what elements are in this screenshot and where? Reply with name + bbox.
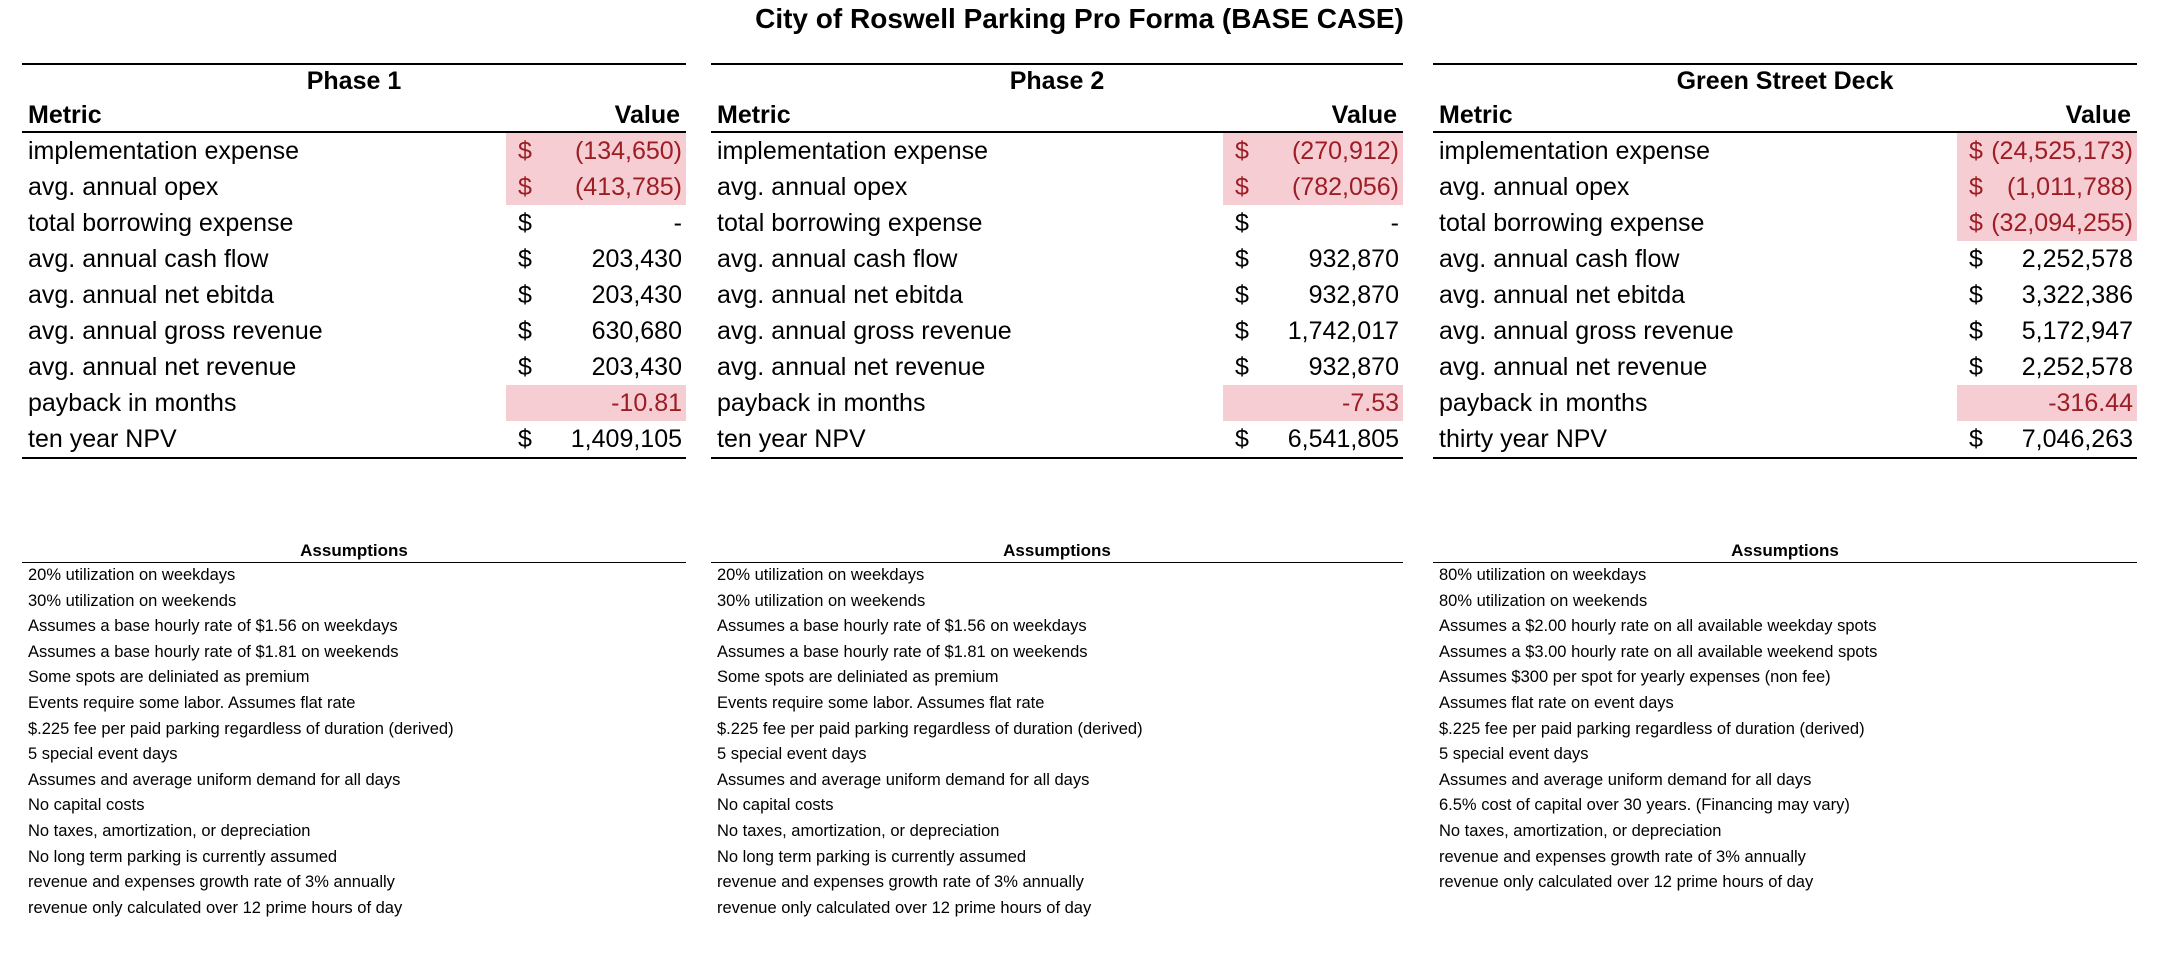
assumption-item: $.225 fee per paid parking regardless of duration (derived) — [717, 719, 1143, 738]
metric-label: ten year NPV — [28, 425, 177, 453]
assumption-item: 5 special event days — [717, 745, 867, 764]
assumption-item: Assumes a $2.00 hourly rate on all available weekday spots — [1439, 617, 1877, 636]
page-title: City of Roswell Parking Pro Forma (BASE CASE) — [755, 3, 1404, 34]
value-cell — [1957, 241, 2137, 277]
currency-symbol: $ — [1235, 425, 1249, 453]
assumptions-header: Assumptions — [711, 540, 1403, 563]
currency-symbol: $ — [518, 209, 532, 237]
metric-label: avg. annual gross revenue — [717, 317, 1012, 345]
assumption-item: revenue only calculated over 12 prime hours of day — [28, 898, 403, 917]
assumption-item: 20% utilization on weekdays — [28, 566, 236, 584]
value-cell — [1223, 421, 1403, 457]
metric-value: 203,430 — [591, 281, 682, 309]
table-row — [711, 385, 1403, 421]
assumption-item: 30% utilization on weekends — [717, 591, 926, 610]
assumption-item: $.225 fee per paid parking regardless of duration (derived) — [1439, 719, 1865, 738]
assumption-item: No long term parking is currently assumed — [717, 847, 1027, 866]
metric-value: 932,870 — [1308, 281, 1399, 309]
metric-value: 203,430 — [591, 245, 682, 273]
assumptions-list — [22, 563, 686, 921]
value-cell — [1223, 349, 1403, 385]
metric-value: (1,011,788) — [2006, 173, 2133, 201]
value-cell — [1957, 169, 2137, 205]
metric-column-header: Metric — [1439, 101, 1513, 129]
value-cell — [1957, 277, 2137, 313]
assumption-item: 5 special event days — [1439, 745, 1589, 764]
currency-symbol: $ — [1969, 353, 1983, 381]
metric-value: (413,785) — [574, 173, 682, 201]
metric-label: avg. annual opex — [28, 173, 219, 201]
currency-symbol — [506, 385, 546, 421]
currency-symbol: $ — [518, 173, 532, 201]
assumption-item: revenue and expenses growth rate of 3% annually — [1439, 847, 1806, 866]
assumption-item: No capital costs — [717, 796, 834, 815]
value-cell — [506, 349, 686, 385]
table-row — [22, 277, 686, 313]
metric-value: -10.81 — [611, 389, 682, 417]
assumption-item: Assumes a $3.00 hourly rate on all available weekend spots — [1439, 642, 1878, 661]
table-row — [22, 385, 686, 421]
green-street-deck-table — [1433, 63, 2137, 459]
value-cell — [1957, 313, 2137, 349]
metric-value: 2,252,578 — [2021, 353, 2133, 381]
currency-symbol: $ — [518, 425, 532, 453]
currency-symbol: $ — [1969, 137, 1983, 165]
metric-value: 1,742,017 — [1287, 317, 1399, 345]
table-row — [1433, 385, 2137, 421]
metric-column-header: Metric — [28, 101, 102, 129]
assumption-item: revenue only calculated over 12 prime hours of day — [1439, 873, 1814, 892]
assumption-item: No taxes, amortization, or depreciation — [717, 821, 1000, 840]
currency-symbol: $ — [1235, 245, 1249, 273]
metric-label: thirty year NPV — [1439, 425, 1608, 453]
table-row — [711, 421, 1403, 459]
metric-label: payback in months — [1439, 389, 1648, 417]
assumption-item: Assumes flat rate on event days — [1439, 693, 1674, 712]
table-row — [711, 169, 1403, 205]
metric-label: avg. annual cash flow — [28, 245, 269, 273]
currency-symbol: $ — [518, 317, 532, 345]
table-row — [22, 205, 686, 241]
value-column-header: Value — [1331, 101, 1397, 129]
currency-symbol: $ — [1235, 209, 1249, 237]
metric-label: avg. annual net revenue — [28, 353, 297, 381]
assumption-item: 6.5% cost of capital over 30 years. (Financing may vary) — [1439, 796, 1850, 815]
metric-value: - — [673, 209, 682, 237]
currency-symbol — [1957, 385, 1997, 421]
table-header-row — [711, 98, 1403, 133]
value-cell — [1957, 385, 2137, 421]
phase-1-table — [22, 63, 686, 459]
currency-symbol: $ — [1969, 209, 1983, 237]
metric-value: -316.44 — [2048, 389, 2133, 417]
currency-symbol: $ — [518, 353, 532, 381]
value-cell — [1957, 421, 2137, 457]
table-row — [711, 277, 1403, 313]
table-row — [1433, 313, 2137, 349]
table-row — [1433, 349, 2137, 385]
metric-value: 932,870 — [1308, 353, 1399, 381]
value-cell — [1223, 313, 1403, 349]
currency-symbol: $ — [1235, 173, 1249, 201]
table-row — [1433, 205, 2137, 241]
metric-label: avg. annual gross revenue — [28, 317, 323, 345]
phase-1-assumptions — [22, 540, 686, 921]
value-cell — [506, 385, 686, 421]
assumption-item: Assumes $300 per spot for yearly expenses (non fee) — [1439, 668, 1831, 687]
table-row — [22, 169, 686, 205]
table-row — [711, 133, 1403, 169]
metric-value: (782,056) — [1291, 173, 1399, 201]
metric-value: 1,409,105 — [570, 425, 682, 453]
currency-symbol: $ — [1969, 245, 1983, 273]
table-row — [711, 313, 1403, 349]
currency-symbol: $ — [1235, 281, 1249, 309]
metric-label: implementation expense — [28, 137, 299, 165]
value-cell — [1223, 385, 1403, 421]
metric-value: 7,046,263 — [2021, 425, 2133, 453]
phase-2-table — [711, 63, 1403, 459]
table-row — [1433, 421, 2137, 459]
table-title: Green Street Deck — [1433, 63, 2137, 98]
table-row — [22, 241, 686, 277]
metric-label: ten year NPV — [717, 425, 866, 453]
metric-label: avg. annual opex — [1439, 173, 1630, 201]
metric-value: 3,322,386 — [2021, 281, 2133, 309]
table-row — [711, 349, 1403, 385]
value-cell — [1957, 205, 2137, 241]
assumption-item: Events require some labor. Assumes flat rate — [717, 693, 1045, 712]
metric-label: avg. annual cash flow — [717, 245, 958, 273]
assumption-item: Assumes a base hourly rate of $1.56 on weekdays — [717, 617, 1087, 636]
assumptions-header: Assumptions — [22, 540, 686, 563]
metric-label: avg. annual gross revenue — [1439, 317, 1734, 345]
metric-column-header: Metric — [717, 101, 791, 129]
metric-value: 2,252,578 — [2021, 245, 2133, 273]
metric-label: avg. annual opex — [717, 173, 908, 201]
value-cell — [506, 313, 686, 349]
value-cell — [506, 205, 686, 241]
metric-label: avg. annual net revenue — [717, 353, 986, 381]
metric-value: (270,912) — [1291, 137, 1399, 165]
phase-2-assumptions — [711, 540, 1403, 921]
assumption-item: No taxes, amortization, or depreciation — [1439, 821, 1722, 840]
value-column-header: Value — [614, 101, 680, 129]
assumption-item: 80% utilization on weekdays — [1439, 566, 1647, 584]
assumption-item: 20% utilization on weekdays — [717, 566, 925, 584]
table-row — [22, 349, 686, 385]
table-row — [1433, 241, 2137, 277]
value-cell — [506, 421, 686, 457]
metric-value: (32,094,255) — [1991, 209, 2133, 237]
metric-label: total borrowing expense — [28, 209, 294, 237]
table-header-row — [22, 98, 686, 133]
value-column-header: Value — [2065, 101, 2131, 129]
currency-symbol: $ — [518, 245, 532, 273]
assumptions-list — [711, 563, 1403, 921]
table-row — [1433, 277, 2137, 313]
assumption-item: No capital costs — [28, 796, 145, 815]
metric-value: (24,525,173) — [1991, 137, 2133, 165]
assumption-item: 30% utilization on weekends — [28, 591, 237, 610]
assumption-item: 80% utilization on weekends — [1439, 591, 1648, 610]
assumption-item: Assumes a base hourly rate of $1.56 on weekdays — [28, 617, 398, 636]
metric-label: total borrowing expense — [1439, 209, 1705, 237]
value-cell — [1223, 169, 1403, 205]
value-cell — [1223, 241, 1403, 277]
table-row — [711, 241, 1403, 277]
metric-value: 5,172,947 — [2021, 317, 2133, 345]
currency-symbol: $ — [1235, 317, 1249, 345]
value-cell — [506, 169, 686, 205]
table-row — [22, 421, 686, 459]
assumption-item: revenue and expenses growth rate of 3% annually — [28, 873, 395, 892]
metric-label: total borrowing expense — [717, 209, 983, 237]
metric-label: avg. annual net ebitda — [28, 281, 275, 309]
metric-label: avg. annual net ebitda — [717, 281, 964, 309]
currency-symbol: $ — [518, 281, 532, 309]
table-title: Phase 2 — [711, 63, 1403, 98]
metric-label: implementation expense — [1439, 137, 1710, 165]
metric-label: implementation expense — [717, 137, 988, 165]
assumption-item: No long term parking is currently assumed — [28, 847, 338, 866]
currency-symbol: $ — [1969, 317, 1983, 345]
metric-label: payback in months — [717, 389, 926, 417]
assumption-item: Some spots are deliniated as premium — [28, 668, 310, 687]
assumption-item: Assumes and average uniform demand for all days — [717, 770, 1090, 789]
metric-label: payback in months — [28, 389, 237, 417]
value-cell — [1223, 277, 1403, 313]
metric-label: avg. annual net ebitda — [1439, 281, 1686, 309]
value-cell — [1957, 133, 2137, 169]
currency-symbol: $ — [1969, 281, 1983, 309]
currency-symbol: $ — [518, 137, 532, 165]
metric-value: - — [1390, 209, 1399, 237]
table-row — [1433, 169, 2137, 205]
table-title: Phase 1 — [22, 63, 686, 98]
assumption-item: No taxes, amortization, or depreciation — [28, 821, 311, 840]
metric-label: avg. annual net revenue — [1439, 353, 1708, 381]
value-cell — [1223, 133, 1403, 169]
currency-symbol: $ — [1235, 353, 1249, 381]
assumption-item: Assumes and average uniform demand for all days — [28, 770, 401, 789]
assumption-item: 5 special event days — [28, 745, 178, 764]
value-cell — [506, 241, 686, 277]
value-cell — [506, 133, 686, 169]
assumption-item: Assumes a base hourly rate of $1.81 on weekends — [717, 642, 1088, 661]
table-row — [1433, 133, 2137, 169]
value-cell — [1223, 205, 1403, 241]
assumptions-header: Assumptions — [1433, 540, 2137, 563]
value-cell — [1957, 349, 2137, 385]
assumption-item: revenue only calculated over 12 prime hours of day — [717, 898, 1092, 917]
metric-value: -7.53 — [1342, 389, 1399, 417]
currency-symbol: $ — [1969, 425, 1983, 453]
currency-symbol — [1223, 385, 1263, 421]
table-row — [22, 133, 686, 169]
metric-value: 6,541,805 — [1287, 425, 1399, 453]
table-row — [22, 313, 686, 349]
value-cell — [506, 277, 686, 313]
metric-value: 630,680 — [591, 317, 682, 345]
assumption-item: $.225 fee per paid parking regardless of duration (derived) — [28, 719, 454, 738]
table-row — [711, 205, 1403, 241]
metric-value: (134,650) — [574, 137, 682, 165]
assumption-item: Events require some labor. Assumes flat rate — [28, 693, 356, 712]
green-street-deck-assumptions — [1433, 540, 2137, 896]
assumption-item: Some spots are deliniated as premium — [717, 668, 999, 687]
assumptions-list — [1433, 563, 2137, 896]
assumption-item: Assumes a base hourly rate of $1.81 on weekends — [28, 642, 399, 661]
metric-value: 932,870 — [1308, 245, 1399, 273]
table-header-row — [1433, 98, 2137, 133]
assumption-item: revenue and expenses growth rate of 3% annually — [717, 873, 1084, 892]
assumption-item: Assumes and average uniform demand for all days — [1439, 770, 1812, 789]
metric-label: avg. annual cash flow — [1439, 245, 1680, 273]
metric-value: 203,430 — [591, 353, 682, 381]
currency-symbol: $ — [1969, 173, 1983, 201]
currency-symbol: $ — [1235, 137, 1249, 165]
